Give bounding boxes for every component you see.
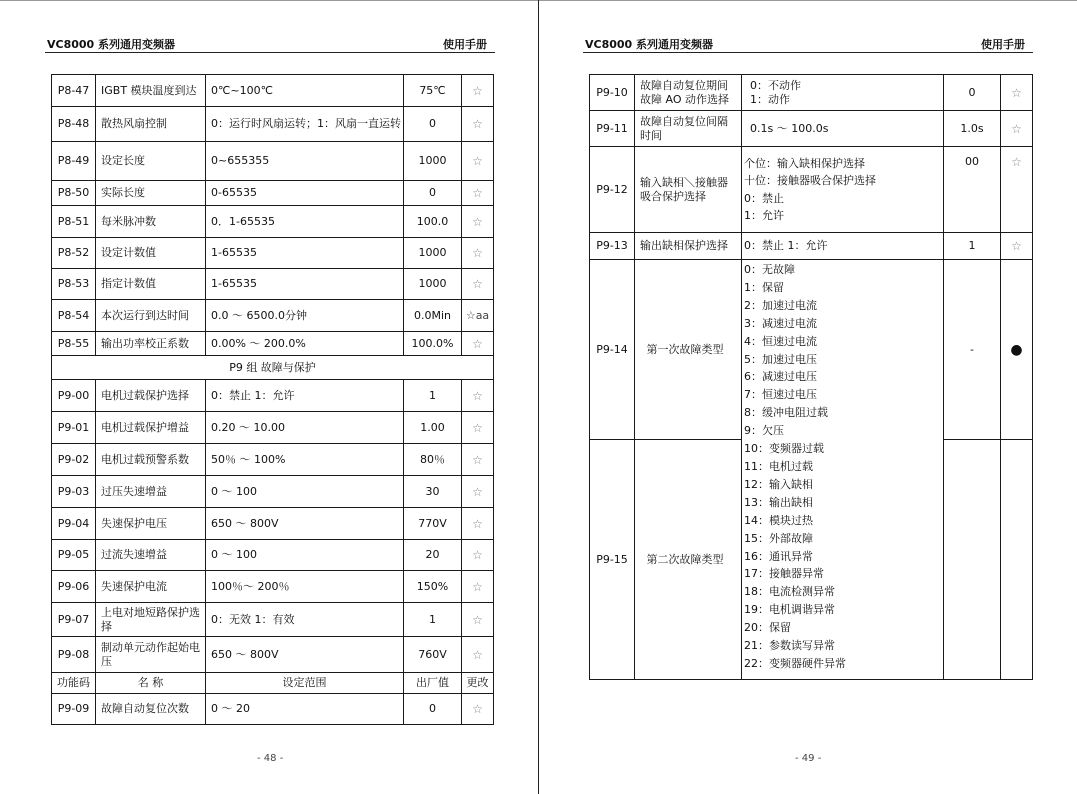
param-code: P9-14 xyxy=(589,259,634,439)
param-name: 上电对地短路保护选择 xyxy=(95,602,205,636)
param-code: P9-13 xyxy=(589,232,634,259)
param-default: 30 xyxy=(403,475,461,507)
param-code: P9-07 xyxy=(51,602,95,636)
param-name: 指定计数值 xyxy=(95,268,205,299)
param-name: 输入缺相＼接触器吸合保护选择 xyxy=(634,146,741,232)
param-range: 0℃~100℃ xyxy=(205,74,403,106)
param-range: 0．1-65535 xyxy=(205,205,403,237)
range-line: 0：不动作 xyxy=(750,78,801,92)
param-change: ☆ xyxy=(461,443,493,475)
param-default: 0.0Min xyxy=(403,299,461,331)
param-range: 0.00% ～ 200.0% xyxy=(205,331,403,355)
range-line: 0.1s ～ 100.0s xyxy=(750,121,829,135)
param-change: ☆ xyxy=(1000,110,1032,146)
param-code: P9-11 xyxy=(589,110,634,146)
header-rule xyxy=(45,52,495,53)
param-change: ☆ xyxy=(461,268,493,299)
param-code: P9-03 xyxy=(51,475,95,507)
param-range: 100％～ 200％ xyxy=(205,570,403,602)
param-range xyxy=(741,74,943,110)
header-title: VC8000 系列通用变频器 xyxy=(47,38,176,51)
param-range: 0~655355 xyxy=(205,141,403,180)
param-default: 100.0% xyxy=(403,331,461,355)
param-range: 0.20 ～ 10.00 xyxy=(205,411,403,443)
param-name: 故障自动复位间隔时间 xyxy=(634,110,741,146)
column-header-change: 更改 xyxy=(461,672,493,693)
param-name: 设定长度 xyxy=(95,141,205,180)
param-name: 失速保护电流 xyxy=(95,570,205,602)
fault-type-item: 15：外部故障 xyxy=(744,531,813,545)
param-change: ☆ xyxy=(1000,232,1032,259)
param-change: ☆ xyxy=(461,331,493,355)
param-code: P8-48 xyxy=(51,106,95,141)
fault-type-item: 6：减速过电压 xyxy=(744,370,817,384)
param-range: 0：无效 1：有效 xyxy=(205,602,403,636)
fault-type-list xyxy=(741,259,943,679)
param-change: ☆aa xyxy=(461,299,493,331)
param-code: P8-47 xyxy=(51,74,95,106)
param-change: ☆ xyxy=(461,475,493,507)
param-default: 0 xyxy=(403,693,461,724)
param-change: ☆ xyxy=(461,237,493,268)
param-change: ☆ xyxy=(461,141,493,180)
param-name: 电机过载保护增益 xyxy=(95,411,205,443)
fault-type-item: 7：恒速过电压 xyxy=(744,388,817,402)
page-number: - 48 - xyxy=(257,753,284,764)
column-header-code: 功能码 xyxy=(51,672,95,693)
header-rule xyxy=(583,52,1033,53)
param-change: ☆ xyxy=(461,411,493,443)
param-default: 0 xyxy=(943,74,1000,110)
param-code: P8-55 xyxy=(51,331,95,355)
param-code: P8-52 xyxy=(51,237,95,268)
fault-type-item: 14：模块过热 xyxy=(744,513,813,527)
param-change xyxy=(1000,439,1032,679)
param-range: 0 ～ 100 xyxy=(205,539,403,570)
param-default: 1000 xyxy=(403,268,461,299)
param-name: 过流失速增益 xyxy=(95,539,205,570)
param-default: 770V xyxy=(403,507,461,539)
fault-type-item: 21：参数读写异常 xyxy=(744,639,835,653)
param-code: P8-50 xyxy=(51,180,95,205)
param-default: 150% xyxy=(403,570,461,602)
param-name: 故障自动复位次数 xyxy=(95,693,205,724)
range-line: 0：禁止 xyxy=(744,191,784,205)
param-code: P9-08 xyxy=(51,636,95,672)
param-change: ☆ xyxy=(1000,74,1032,110)
fault-type-item: 8：缓冲电阻过载 xyxy=(744,406,828,420)
param-code: P9-00 xyxy=(51,379,95,411)
param-code: P8-49 xyxy=(51,141,95,180)
param-code: P9-02 xyxy=(51,443,95,475)
page-48 xyxy=(0,0,538,794)
param-name: 失速保护电压 xyxy=(95,507,205,539)
fault-type-item: 16：通讯异常 xyxy=(744,549,813,563)
column-header-default: 出厂值 xyxy=(403,672,461,693)
param-name: 电机过载保护选择 xyxy=(95,379,205,411)
param-default: 1 xyxy=(403,602,461,636)
param-default: 100.0 xyxy=(403,205,461,237)
fault-type-item: 12：输入缺相 xyxy=(744,477,813,491)
param-default: 0 xyxy=(403,106,461,141)
param-name: 过压失速增益 xyxy=(95,475,205,507)
param-range: 0：运行时风扇运转；1：风扇一直运转 xyxy=(205,106,403,141)
range-line: 十位：接触器吸合保护选择 xyxy=(744,174,876,187)
fault-type-item: 0：无故障 xyxy=(744,263,795,276)
param-default: 75℃ xyxy=(403,74,461,106)
param-range xyxy=(741,232,943,259)
param-code: P9-05 xyxy=(51,539,95,570)
fault-type-item: 11：电机过载 xyxy=(744,459,813,473)
param-change: ☆ xyxy=(461,507,493,539)
fault-type-item: 19：电机调谐异常 xyxy=(744,603,835,617)
param-range: 0：禁止 1：允许 xyxy=(205,379,403,411)
fault-type-item: 3：减速过电流 xyxy=(744,316,817,330)
param-name: 第一次故障类型 xyxy=(634,259,741,439)
param-default: 20 xyxy=(403,539,461,570)
param-change: ☆ xyxy=(461,180,493,205)
param-default: 1000 xyxy=(403,141,461,180)
param-change: ☆ xyxy=(1000,146,1032,232)
range-line: 1：允许 xyxy=(744,209,784,222)
group-heading: P9 组 故障与保护 xyxy=(51,355,493,379)
param-default: 1 xyxy=(943,232,1000,259)
param-code: P9-04 xyxy=(51,507,95,539)
header-manual-label: 使用手册 xyxy=(981,38,1025,51)
param-change: ☆ xyxy=(461,570,493,602)
param-default: 1.00 xyxy=(403,411,461,443)
param-range: 1-65535 xyxy=(205,268,403,299)
param-name: 设定计数值 xyxy=(95,237,205,268)
param-name: 制动单元动作起始电压 xyxy=(95,636,205,672)
param-name: 实际长度 xyxy=(95,180,205,205)
fault-type-item: 18：电流检测异常 xyxy=(744,585,835,599)
param-name: 本次运行到达时间 xyxy=(95,299,205,331)
range-line: 1：动作 xyxy=(750,92,790,106)
header-manual-label: 使用手册 xyxy=(443,38,487,51)
fault-type-item: 10：变频器过载 xyxy=(744,442,824,456)
fault-type-item: 13：输出缺相 xyxy=(744,495,813,509)
param-name: 散热风扇控制 xyxy=(95,106,205,141)
param-code: P9-09 xyxy=(51,693,95,724)
param-code: P8-51 xyxy=(51,205,95,237)
fault-type-item: 20：保留 xyxy=(744,621,791,635)
param-default: 1.0s xyxy=(943,110,1000,146)
param-range: 0.0 ～ 6500.0分钟 xyxy=(205,299,403,331)
fault-type-item: 4：恒速过电流 xyxy=(744,334,817,348)
column-header-name: 名 称 xyxy=(95,672,205,693)
param-range xyxy=(741,146,943,232)
param-range: 0-65535 xyxy=(205,180,403,205)
param-name: 输出功率校正系数 xyxy=(95,331,205,355)
param-code: P8-53 xyxy=(51,268,95,299)
header-title: VC8000 系列通用变频器 xyxy=(585,38,714,51)
param-code: P9-12 xyxy=(589,146,634,232)
param-default: 80％ xyxy=(403,443,461,475)
param-code: P9-06 xyxy=(51,570,95,602)
page-number: - 49 - xyxy=(795,753,822,764)
param-change: ☆ xyxy=(461,379,493,411)
param-code: P9-01 xyxy=(51,411,95,443)
param-code: P9-15 xyxy=(589,439,634,679)
param-name: 每米脉冲数 xyxy=(95,205,205,237)
param-range: 0 ～ 100 xyxy=(205,475,403,507)
param-name: 输出缺相保护选择 xyxy=(634,232,741,259)
param-default: - xyxy=(943,259,1000,439)
param-range: 50％ ～ 100% xyxy=(205,443,403,475)
param-range xyxy=(741,110,943,146)
param-name: 第二次故障类型 xyxy=(634,439,741,679)
param-name: 电机过载预警系数 xyxy=(95,443,205,475)
param-change: ☆ xyxy=(461,602,493,636)
param-default: 0 xyxy=(403,180,461,205)
param-range: 1-65535 xyxy=(205,237,403,268)
param-default: 1000 xyxy=(403,237,461,268)
fault-type-item: 2：加速过电流 xyxy=(744,298,817,312)
param-change: ☆ xyxy=(461,693,493,724)
fault-type-item: 1：保留 xyxy=(744,280,784,294)
param-name: 故障自动复位期间故障 AO 动作选择 xyxy=(634,74,741,110)
column-header-range: 设定范围 xyxy=(205,672,403,693)
param-code: P8-54 xyxy=(51,299,95,331)
param-change: ☆ xyxy=(461,106,493,141)
param-range: 650 ～ 800V xyxy=(205,507,403,539)
param-default: 00 xyxy=(943,146,1000,232)
param-range: 0 ～ 20 xyxy=(205,693,403,724)
param-default: 1 xyxy=(403,379,461,411)
param-change: ☆ xyxy=(461,636,493,672)
param-change: ☆ xyxy=(461,74,493,106)
range-line: 0：禁止 1：允许 xyxy=(744,239,828,252)
range-line: 个位：输入缺相保护选择 xyxy=(744,156,865,170)
param-range: 650 ～ 800V xyxy=(205,636,403,672)
param-change: ● xyxy=(1000,259,1032,439)
param-change: ☆ xyxy=(461,205,493,237)
param-default: 760V xyxy=(403,636,461,672)
fault-type-item: 22：变频器硬件异常 xyxy=(744,656,846,670)
fault-type-item: 5：加速过电压 xyxy=(744,352,817,366)
param-code: P9-10 xyxy=(589,74,634,110)
param-default xyxy=(943,439,1000,679)
param-name: IGBT 模块温度到达 xyxy=(95,74,205,106)
fault-type-item: 9：欠压 xyxy=(744,424,784,438)
param-change: ☆ xyxy=(461,539,493,570)
fault-type-item: 17：接触器异常 xyxy=(744,567,824,581)
